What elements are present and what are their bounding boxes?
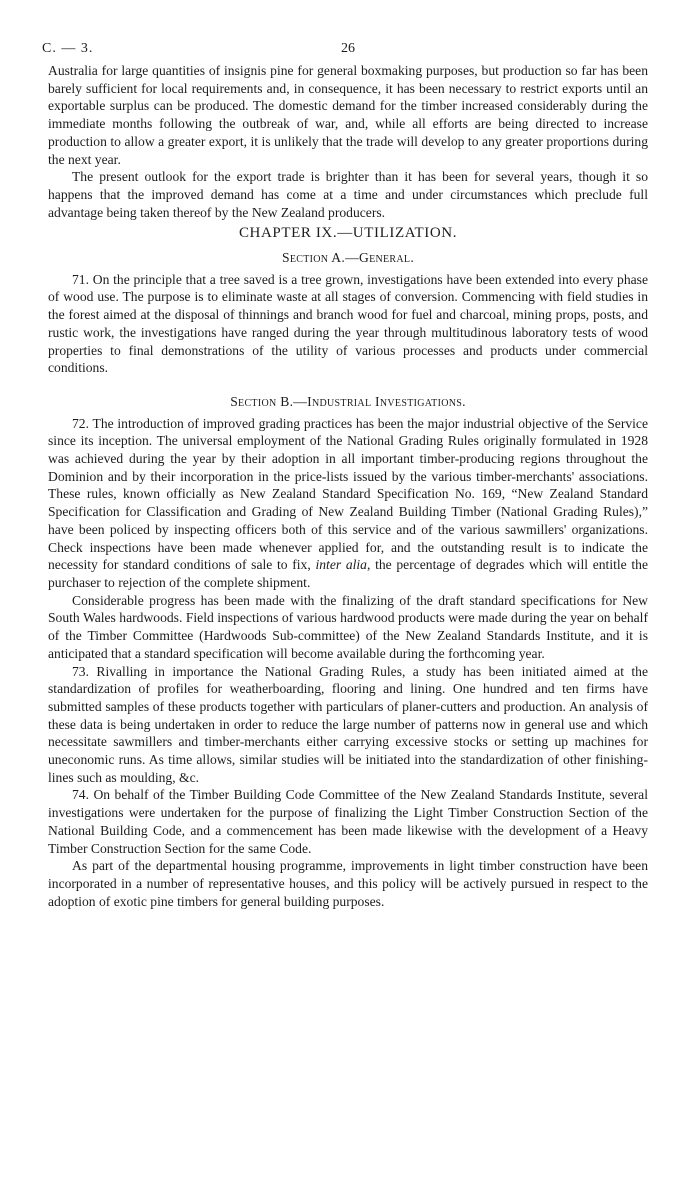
document-page bbox=[42, 40, 648, 910]
section-b-heading: Section B.—Industrial Investigations. bbox=[230, 393, 466, 409]
paragraph-72-italic: inter alia bbox=[315, 557, 367, 573]
paragraph-export-continued: Australia for large quantities of insignis pine for general boxmaking purposes, but production so far has been barely sufficient for local requirements and, in consequence, it has been necessary to restrict exports until an exportable surplus can be produced. The domestic demand for the timber increased considerably during the immediate months following the outbreak of war, and, while all efforts are being directed to increase production to allow a greater export, it is unlikely that the trade will develop to any greater proportions during the next year. bbox=[48, 63, 648, 167]
paragraph-72-text-end: , the percentage of degrades which will entitle the purchaser to rejection of the complete shipment. bbox=[48, 557, 648, 590]
section-a-heading: Section A.—General. bbox=[281, 250, 415, 266]
paragraph-74: 74. On behalf of the Timber Building Code Committee of the New Zealand Standards Institute, several investigations were undertaken for the purpose of finalizing the Light Timber Construction Section of the National Building Code, and a commencement has been made likewise with the development of a Heavy Timber Construction Section for the same Code. bbox=[48, 787, 648, 856]
document-reference: C. — 3. bbox=[42, 41, 94, 56]
page-number: 26 bbox=[341, 41, 355, 56]
paragraph-72 bbox=[48, 415, 648, 592]
paragraph-72-hardwoods: Considerable progress has been made with the finalizing of the draft standard specifications for New South Wales hardwoods. Field inspections of various hardwood products were made during the year on behalf of the Timber Committee (Hardwoods Sub-committee) of the New Zealand Standards Institute, and it is anticipated that a standard specification will become available during the forthcoming year. bbox=[48, 592, 648, 661]
paragraph-export-outlook: The present outlook for the export trade is brighter than it has been for several years, though it so happens that the improved demand has come at a time and under circumstances which preclude full advantage being taken thereof by the New Zealand producers. bbox=[48, 169, 648, 220]
paragraph-71: 71. On the principle that a tree saved is a tree grown, investigations have been extended into every phase of wood use. The purpose is to eliminate waste at all stages of conversion. Commencing with field studies in the forest aimed at the disposal of thinnings and branch wood for fuel and charcoal, mining props, posts, and rustic work, the investigations have ranged during the year through multitudinous laboratory tests of wood properties to final demonstrations of the utility of various processes and products under commercial conditions. bbox=[48, 271, 648, 376]
page-header bbox=[42, 40, 648, 62]
spacer bbox=[48, 377, 648, 391]
chapter-heading: CHAPTER IX.—UTILIZATION. bbox=[238, 225, 458, 242]
paragraph-72-text: 72. The introduction of improved grading practices has been the major industrial objective of the Service since its inception. The universal employment of the National Grading Rules originally formulated in 1928 was achieved during the year by their adoption in all important timber-producing regions throughout the Dominion and by their incorporation in the price-lists issued by the various timber-merchants' associations. These rules, known officially as New Zealand Standard Specification No. 169, “New Zealand Standard Specification for Classification and Grading of New Zealand Building Timber (National Grading Rules),” have been policed by inspecting officers both of this service and of the various sawmillers' organizations. Check inspections have been made whenever applied for, and the outstanding result is to indicate the necessity for standard conditions of sale to fix, bbox=[48, 415, 648, 573]
paragraph-74-housing: As part of the departmental housing programme, improvements in light timber construction have been incorporated in a number of representative houses, and this policy will be actively pursued in respect to the adoption of exotic pine timbers for general building purposes. bbox=[48, 858, 648, 909]
paragraph-73: 73. Rivalling in importance the National Grading Rules, a study has been initiated aimed at the standardization of profiles for weatherboarding, flooring and lining. One hundred and ten firms have submitted samples of these products together with particulars of planer-cutters and production. An analysis of these data is being undertaken in order to reduce the large number of patterns now in general use and which necessitate sawmillers and timber-merchants either carrying excessive stocks or setting up machines for uneconomic runs. As time allows, similar studies will be initiated into the standardization of other finishing-lines such as moulding, &c. bbox=[48, 663, 648, 785]
